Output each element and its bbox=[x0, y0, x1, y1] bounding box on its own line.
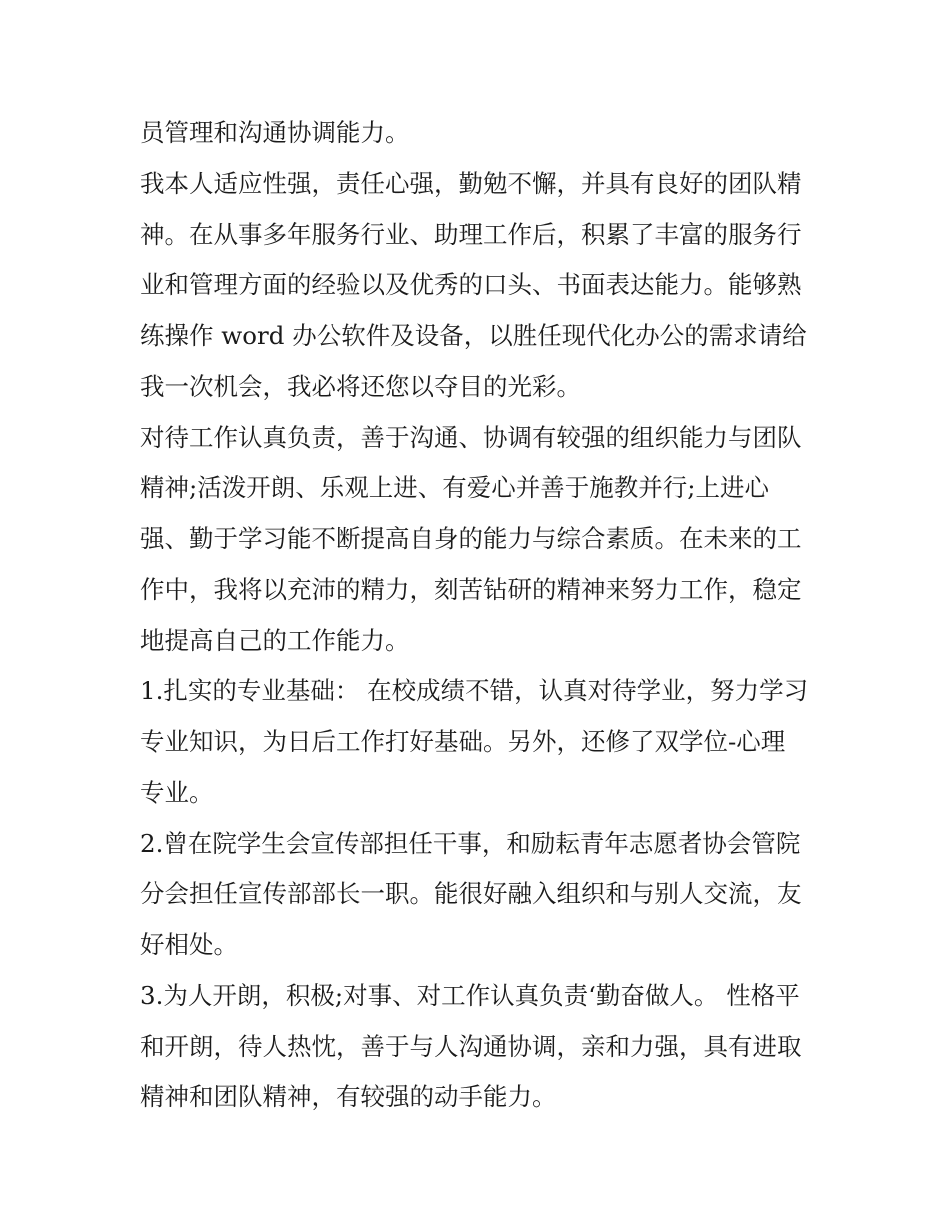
text-line: 对待工作认真负责，善于沟通、协调有较强的组织能力与团队 bbox=[140, 422, 802, 452]
text-line: 精神;活泼开朗、乐观上进、有爱心并善于施教并行;上进心 bbox=[140, 473, 770, 503]
text-line: 和开朗，待人热忱，善于与人沟通协调，亲和力强，具有进取 bbox=[140, 1031, 802, 1061]
text-line: 我本人适应性强，责任心强，勤勉不懈，并具有良好的团队精 bbox=[140, 168, 802, 198]
text-line: 强、勤于学习能不断提高自身的能力与综合素质。在未来的工 bbox=[140, 524, 802, 553]
text-line: 作中，我将以充沛的精力，刻苦钻研的精神来努力工作，稳定 bbox=[140, 574, 802, 604]
text-line: 员管理和沟通协调能力。 bbox=[140, 118, 410, 147]
text-line: 神。在从事多年服务行业、助理工作后，积累了丰富的服务行 bbox=[140, 219, 802, 249]
text-line: 分会担任宣传部部长一职。能很好融入组织和与别人交流，友 bbox=[140, 879, 802, 909]
text-line: 精神和团队精神，有较强的动手能力。 bbox=[140, 1082, 557, 1112]
text-line: 3.为人开朗，积极;对事、对工作认真负责‘勤奋做人。 性格平 bbox=[140, 980, 800, 1010]
text-line: 1.扎实的专业基础： 在校成绩不错，认真对待学业，努力学习 bbox=[140, 676, 809, 706]
text-line: 专业。 bbox=[140, 777, 214, 807]
text-line: 练操作 word 办公软件及设备，以胜任现代化办公的需求请给 bbox=[140, 321, 807, 350]
text-line: 我一次机会，我必将还您以夺目的光彩。 bbox=[140, 371, 581, 401]
text-line: 专业知识，为日后工作打好基础。另外，还修了双学位-心理 bbox=[140, 727, 786, 756]
text-line: 业和管理方面的经验以及优秀的口头、书面表达能力。能够熟 bbox=[140, 270, 802, 300]
text-line: 地提高自己的工作能力。 bbox=[140, 625, 410, 655]
text-line: 好相处。 bbox=[140, 930, 238, 959]
text-line: 2.曾在院学生会宣传部担任干事，和励耘青年志愿者协会管院 bbox=[140, 828, 801, 858]
body-text bbox=[140, 108, 830, 1123]
